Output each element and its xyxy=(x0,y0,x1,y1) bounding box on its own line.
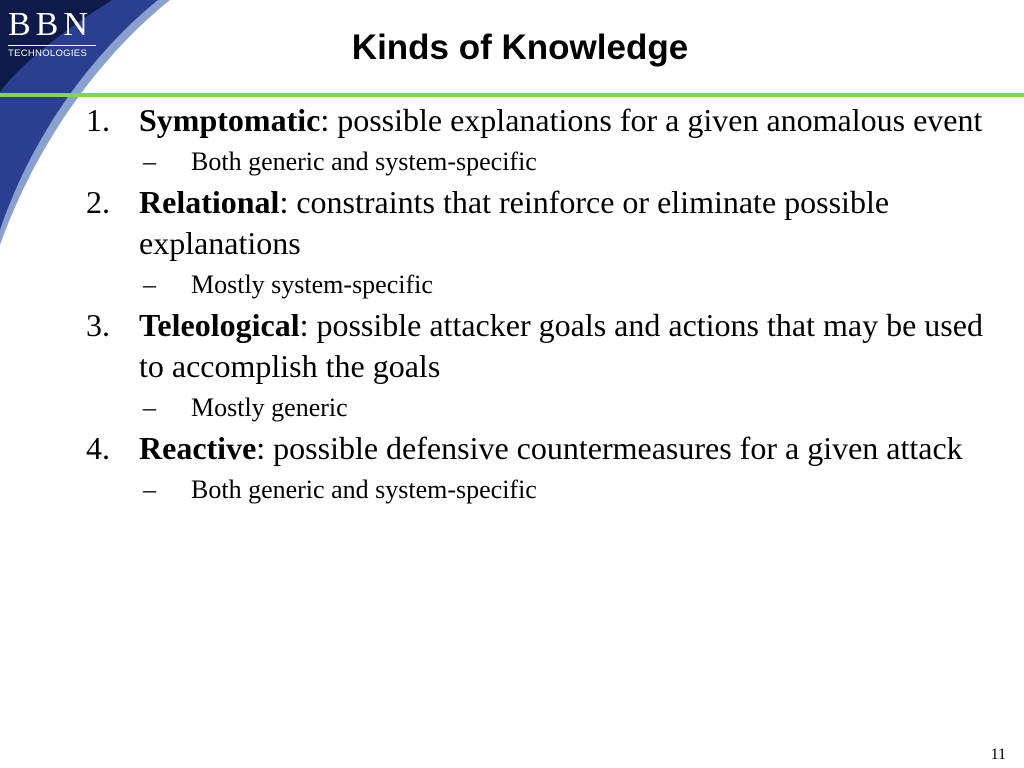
item-description: : possible attacker goals and actions that may be used to accomplish the goals xyxy=(139,307,983,384)
logo-name: BBN xyxy=(8,6,93,43)
sub-item-dash: – xyxy=(143,147,156,176)
sub-item xyxy=(143,145,986,179)
item-number: 4. xyxy=(86,430,110,466)
sub-item-text: Mostly generic xyxy=(191,393,348,422)
list-item xyxy=(86,305,986,425)
list-item xyxy=(86,428,986,507)
logo-subtitle: TECHNOLOGIES xyxy=(8,48,88,59)
sub-item-text: Mostly system-specific xyxy=(191,270,433,299)
item-number: 2. xyxy=(86,184,110,220)
page-number: 11 xyxy=(990,746,1006,763)
item-number: 3. xyxy=(86,307,110,343)
logo-wordmark xyxy=(8,8,98,59)
list-item xyxy=(86,100,986,179)
item-text xyxy=(139,100,986,141)
item-description: : possible explanations for a given anomalous event xyxy=(320,102,983,138)
item-term: Relational xyxy=(139,184,280,220)
sub-item-dash: – xyxy=(143,270,156,299)
sub-item xyxy=(143,268,986,302)
item-text xyxy=(139,305,986,387)
sub-item-dash: – xyxy=(143,475,156,504)
item-term: Symptomatic xyxy=(139,102,321,138)
item-term: Teleological xyxy=(139,307,300,343)
sub-item xyxy=(143,473,986,507)
sub-item-text: Both generic and system-specific xyxy=(191,147,537,176)
sub-item-dash: – xyxy=(143,393,156,422)
list-item xyxy=(86,182,986,302)
sub-item xyxy=(143,391,986,425)
logo-divider xyxy=(8,45,96,46)
sub-item-text: Both generic and system-specific xyxy=(191,475,537,504)
item-text xyxy=(139,428,986,469)
title-divider xyxy=(0,93,1024,97)
item-term: Reactive xyxy=(139,430,257,466)
item-description: : possible defensive countermeasures for a given attack xyxy=(256,430,963,466)
item-text xyxy=(139,182,986,264)
slide-title: Kinds of Knowledge xyxy=(351,28,689,67)
item-number: 1. xyxy=(86,102,110,138)
knowledge-list xyxy=(86,100,986,507)
item-description: : constraints that reinforce or eliminate possible explanations xyxy=(139,184,890,261)
